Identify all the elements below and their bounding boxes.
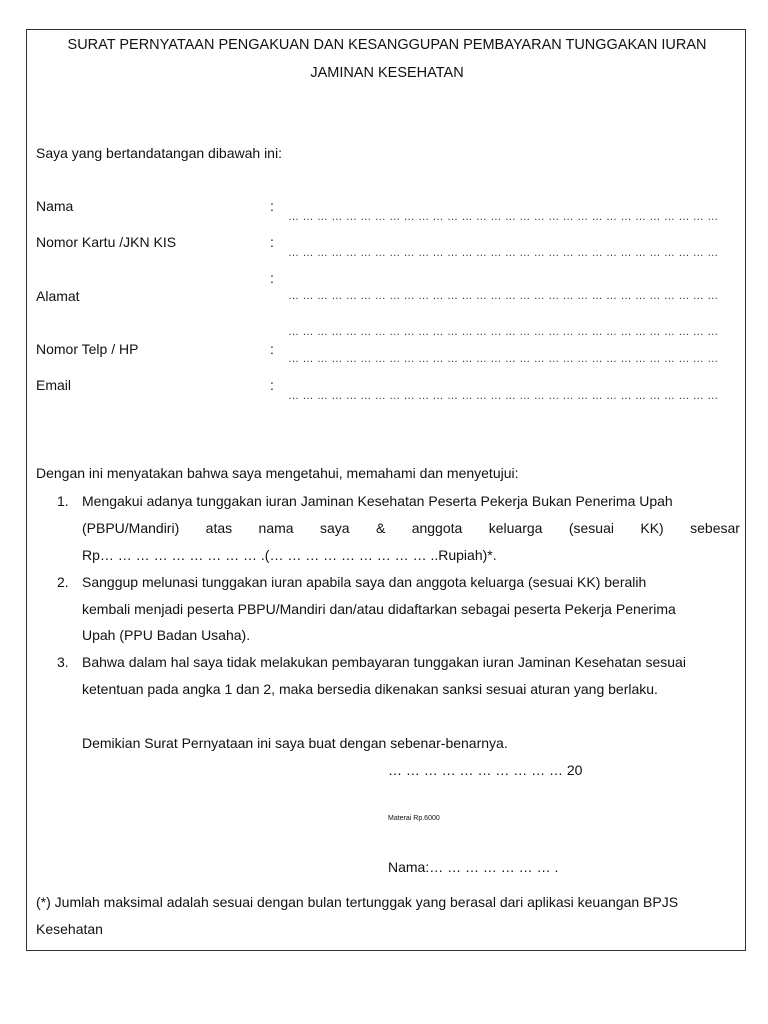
title-line-2: JAMINAN KESEHATAN — [310, 65, 464, 81]
word: nama — [258, 520, 294, 536]
intro-text: Saya yang bertandatangan dibawah ini: — [36, 145, 282, 161]
dotted-line: … … … … … … … … … … … … … … … … … … … … … … … … … … … … … … — [288, 290, 719, 302]
colon: : — [270, 198, 274, 214]
dotted-line: … … … … … … … … … … … … … … … … … … … … … … … … … … … … … … — [288, 326, 719, 338]
date-line: … … … … … … … … … … 20 — [388, 762, 583, 778]
colon: : — [270, 234, 274, 250]
closing-text: Demikian Surat Pernyataan ini saya buat dengan sebenar-benarnya. — [82, 735, 508, 751]
signature-name: Nama:… … … … … … … . — [388, 859, 559, 875]
item-3-line-2: ketentuan pada angka 1 dan 2, maka bersedia dikenakan sanksi sesuai aturan yang berlaku. — [82, 681, 658, 697]
word: saya — [319, 520, 350, 536]
title-line-1: SURAT PERNYATAAN PENGAKUAN DAN KESANGGUPAN PEMBAYARAN TUNGGAKAN IURAN — [67, 37, 707, 53]
item-1-line-3: Rp… … … … … … … … … .(… … … … … … … … … ..Rupiah)*. — [82, 547, 497, 563]
statement-intro: Dengan ini menyatakan bahwa saya mengetahui, memahami dan menyetujui: — [36, 465, 519, 481]
word: (sesuai — [568, 520, 614, 536]
dotted-line: … … … … … … … … … … … … … … … … … … … … … … … … … … … … … … — [288, 247, 719, 259]
word: (PBPU/Mandiri) — [82, 520, 180, 536]
footnote-line-2: Kesehatan — [36, 921, 103, 937]
item-2-line-1: Sanggup melunasi tunggakan iuran apabila saya dan anggota keluarga (sesuai KK) beralih — [82, 574, 647, 590]
colon: : — [270, 270, 274, 286]
dotted-line: … … … … … … … … … … … … … … … … … … … … … … … … … … … … … … — [288, 211, 719, 223]
colon: : — [270, 377, 274, 393]
field-label-email: Email — [36, 377, 72, 393]
materai-note: Materai Rp.6000 — [388, 815, 440, 822]
document-frame — [26, 29, 746, 951]
field-label-telp: Nomor Telp / HP — [36, 341, 139, 357]
item-number: 2. — [57, 574, 69, 590]
field-label-nomor-kartu: Nomor Kartu /JKN KIS — [36, 234, 177, 250]
word: KK) — [640, 520, 664, 536]
dotted-line: … … … … … … … … … … … … … … … … … … … … … … … … … … … … … … — [288, 353, 719, 365]
item-2-line-3: Upah (PPU Badan Usaha). — [82, 627, 251, 643]
word: atas — [205, 520, 233, 536]
field-label-alamat: Alamat — [36, 288, 80, 304]
dotted-line: … … … … … … … … … … … … … … … … … … … … … … … … … … … … … … — [288, 390, 719, 402]
item-number: 3. — [57, 654, 69, 670]
item-3-line-1: Bahwa dalam hal saya tidak melakukan pembayaran tunggakan iuran Jaminan Kesehatan sesuai — [82, 654, 686, 670]
word: keluarga — [488, 520, 543, 536]
word: anggota — [411, 520, 463, 536]
item-1-line-1: Mengakui adanya tunggakan iuran Jaminan Kesehatan Peserta Pekerja Bukan Penerima Upah — [82, 493, 673, 509]
word: sebesar — [690, 520, 740, 536]
word: & — [375, 520, 386, 536]
field-label-nama: Nama — [36, 198, 74, 214]
item-1-line-2 — [82, 520, 740, 536]
item-2-line-2: kembali menjadi peserta PBPU/Mandiri dan/atau didaftarkan sebagai peserta Pekerja Penerima — [82, 601, 676, 617]
colon: : — [270, 341, 274, 357]
item-number: 1. — [57, 493, 69, 509]
footnote-line-1: (*) Jumlah maksimal adalah sesuai dengan bulan tertunggak yang berasal dari aplikasi keuangan BPJS — [36, 894, 679, 910]
